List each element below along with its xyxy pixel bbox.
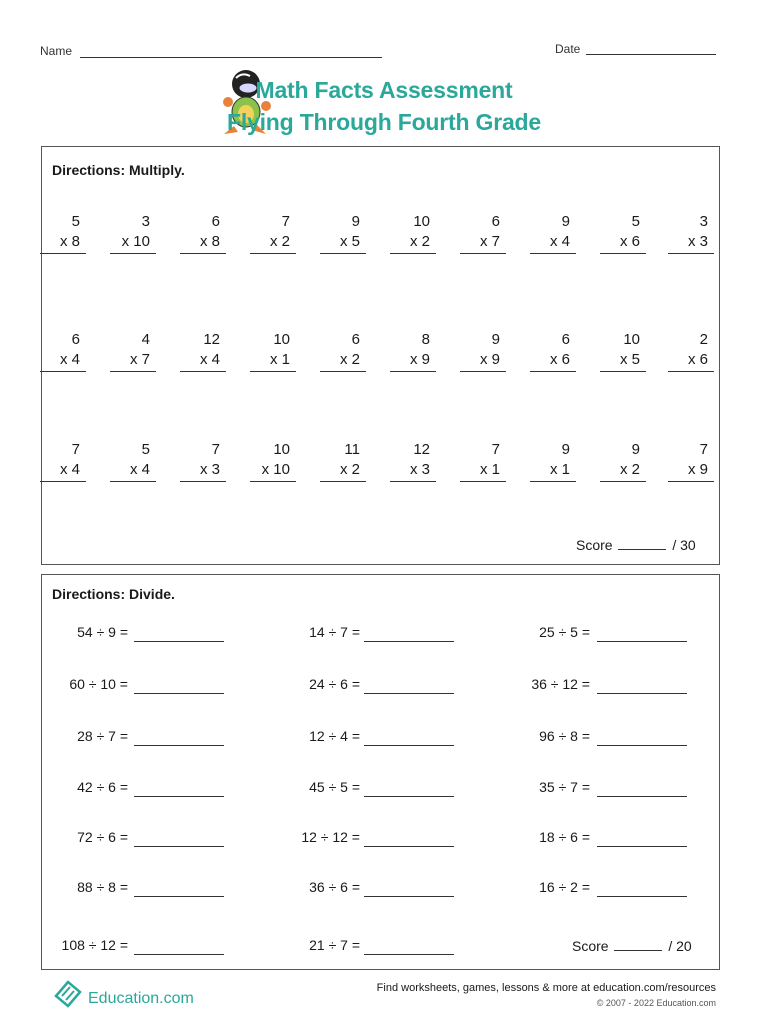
division-problem: 36 ÷ 6 =	[309, 879, 360, 895]
answer-line[interactable]	[250, 253, 296, 254]
division-problem: 28 ÷ 7 =	[77, 728, 128, 744]
multiplicand: 5	[631, 213, 640, 230]
multiplicand: 5	[71, 213, 80, 230]
answer-line[interactable]	[390, 481, 436, 482]
answer-line[interactable]	[134, 745, 224, 746]
answer-line[interactable]	[364, 896, 454, 897]
division-problem: 25 ÷ 5 =	[539, 624, 590, 640]
answer-line[interactable]	[320, 481, 366, 482]
division-problem: 54 ÷ 9 =	[77, 624, 128, 640]
title-line-1: Math Facts Assessment	[255, 77, 513, 103]
footer-brand[interactable]: Education.com	[88, 990, 194, 1007]
multiplicand: 9	[631, 441, 640, 458]
answer-line[interactable]	[600, 481, 646, 482]
multiplier: x 8	[59, 233, 80, 250]
multiplier: x 2	[269, 233, 290, 250]
answer-line[interactable]	[597, 693, 687, 694]
multiplicand: 6	[491, 213, 500, 230]
multiplier: x 9	[687, 461, 708, 478]
division-problem: 60 ÷ 10 =	[69, 676, 128, 692]
answer-line[interactable]	[40, 371, 86, 372]
multiplier: x 9	[409, 351, 430, 368]
footer-copyright: © 2007 - 2022 Education.com	[596, 998, 716, 1008]
answer-line[interactable]	[110, 371, 156, 372]
multiplicand: 10	[273, 331, 290, 348]
multiplier: x 10	[121, 233, 150, 250]
multiplicand: 12	[203, 331, 220, 348]
answer-line[interactable]	[364, 846, 454, 847]
multiplier: x 4	[59, 351, 80, 368]
multiplier: x 1	[549, 461, 570, 478]
multiplier: x 2	[339, 351, 360, 368]
answer-line[interactable]	[600, 371, 646, 372]
answer-line[interactable]	[250, 371, 296, 372]
answer-line[interactable]	[364, 796, 454, 797]
multiplier: x 8	[199, 233, 220, 250]
multiplicand: 10	[413, 213, 430, 230]
multiplicand: 8	[421, 331, 430, 348]
answer-line[interactable]	[364, 693, 454, 694]
division-problem: 12 ÷ 4 =	[309, 728, 360, 744]
divide-score	[572, 938, 692, 954]
multiplicand: 6	[211, 213, 220, 230]
answer-line[interactable]	[134, 896, 224, 897]
answer-line[interactable]	[134, 846, 224, 847]
answer-line[interactable]	[110, 481, 156, 482]
multiplicand: 7	[281, 213, 290, 230]
division-problem: 88 ÷ 8 =	[77, 879, 128, 895]
answer-line[interactable]	[530, 371, 576, 372]
multiplicand: 3	[699, 213, 708, 230]
answer-line[interactable]	[597, 796, 687, 797]
multiplicand: 9	[561, 213, 570, 230]
answer-line[interactable]	[668, 371, 714, 372]
name-label: Name	[40, 44, 73, 58]
multiplier: x 1	[479, 461, 500, 478]
multiplier: x 4	[199, 351, 220, 368]
multiplicand: 6	[71, 331, 80, 348]
division-problem: 16 ÷ 2 =	[539, 879, 590, 895]
multiplicand: 3	[141, 213, 150, 230]
answer-line[interactable]	[180, 481, 226, 482]
division-problem: 35 ÷ 7 =	[539, 779, 590, 795]
answer-line[interactable]	[250, 481, 296, 482]
answer-line[interactable]	[134, 954, 224, 955]
multiplier: x 4	[129, 461, 150, 478]
answer-line[interactable]	[390, 253, 436, 254]
answer-line[interactable]	[320, 253, 366, 254]
multiplicand: 12	[413, 441, 430, 458]
answer-line[interactable]	[40, 481, 86, 482]
division-problem: 21 ÷ 7 =	[309, 937, 360, 953]
answer-line[interactable]	[597, 896, 687, 897]
multiply-score-blank[interactable]	[618, 549, 666, 550]
multiplier: x 3	[687, 233, 708, 250]
divide-directions: Directions: Divide.	[52, 586, 175, 602]
divide-score-total: / 20	[668, 938, 692, 954]
answer-line[interactable]	[460, 253, 506, 254]
multiplier: x 10	[261, 461, 290, 478]
answer-line[interactable]	[460, 371, 506, 372]
answer-line[interactable]	[134, 641, 224, 642]
multiplicand: 10	[273, 441, 290, 458]
divide-score-blank[interactable]	[614, 950, 662, 951]
divide-section	[41, 574, 720, 970]
multiplicand: 10	[623, 331, 640, 348]
answer-line[interactable]	[668, 481, 714, 482]
division-problem: 42 ÷ 6 =	[77, 779, 128, 795]
multiplier: x 6	[549, 351, 570, 368]
multiplier: x 1	[269, 351, 290, 368]
multiplier: x 2	[619, 461, 640, 478]
multiply-score-label: Score	[576, 537, 613, 553]
multiplier: x 2	[339, 461, 360, 478]
division-problem: 96 ÷ 8 =	[539, 728, 590, 744]
title-line-2: Flying Through Fourth Grade	[226, 109, 542, 135]
multiplicand: 7	[71, 441, 80, 458]
division-problem: 72 ÷ 6 =	[77, 829, 128, 845]
multiplier: x 4	[549, 233, 570, 250]
multiplicand: 7	[699, 441, 708, 458]
division-problem: 45 ÷ 5 =	[309, 779, 360, 795]
multiplicand: 7	[211, 441, 220, 458]
multiply-directions: Directions: Multiply.	[52, 162, 185, 178]
answer-line[interactable]	[597, 641, 687, 642]
multiplier: x 9	[479, 351, 500, 368]
answer-line[interactable]	[364, 954, 454, 955]
division-problem: 18 ÷ 6 =	[539, 829, 590, 845]
divide-score-label: Score	[572, 938, 609, 954]
answer-line[interactable]	[600, 253, 646, 254]
footer-tagline[interactable]: Find worksheets, games, lessons & more at education.com/resources	[376, 982, 716, 994]
answer-line[interactable]	[597, 846, 687, 847]
multiplicand: 9	[561, 441, 570, 458]
multiply-score	[576, 537, 696, 553]
multiplier: x 6	[619, 233, 640, 250]
answer-line[interactable]	[364, 641, 454, 642]
multiplier: x 5	[619, 351, 640, 368]
multiplier: x 4	[59, 461, 80, 478]
answer-line[interactable]	[530, 481, 576, 482]
answer-line[interactable]	[597, 745, 687, 746]
answer-line[interactable]	[40, 253, 86, 254]
multiplicand: 11	[344, 441, 360, 458]
answer-line[interactable]	[134, 796, 224, 797]
multiplier: x 2	[409, 233, 430, 250]
multiplicand: 7	[491, 441, 500, 458]
multiplicand: 2	[699, 331, 708, 348]
multiplicand: 9	[351, 213, 360, 230]
division-problem: 108 ÷ 12 =	[61, 937, 128, 953]
division-problem: 14 ÷ 7 =	[309, 624, 360, 640]
multiplicand: 6	[561, 331, 570, 348]
division-problem: 24 ÷ 6 =	[309, 676, 360, 692]
answer-line[interactable]	[530, 253, 576, 254]
answer-line[interactable]	[180, 253, 226, 254]
answer-line[interactable]	[180, 371, 226, 372]
multiplier: x 3	[409, 461, 430, 478]
multiplicand: 9	[491, 331, 500, 348]
date-label: Date	[555, 42, 581, 56]
division-problem: 36 ÷ 12 =	[531, 676, 590, 692]
multiplier: x 7	[129, 351, 150, 368]
answer-line[interactable]	[134, 693, 224, 694]
multiply-score-total: / 30	[672, 537, 696, 553]
answer-line[interactable]	[460, 481, 506, 482]
multiplicand: 6	[351, 331, 360, 348]
multiplier: x 5	[339, 233, 360, 250]
answer-line[interactable]	[390, 371, 436, 372]
multiplier: x 3	[199, 461, 220, 478]
date-field[interactable]	[586, 54, 716, 55]
multiplicand: 4	[141, 331, 150, 348]
answer-line[interactable]	[364, 745, 454, 746]
answer-line[interactable]	[668, 253, 714, 254]
education-logo-icon[interactable]	[52, 976, 86, 1015]
answer-line[interactable]	[320, 371, 366, 372]
multiplier: x 7	[479, 233, 500, 250]
multiplier: x 6	[687, 351, 708, 368]
multiplicand: 5	[141, 441, 150, 458]
answer-line[interactable]	[110, 253, 156, 254]
name-field[interactable]	[80, 57, 382, 58]
division-problem: 12 ÷ 12 =	[301, 829, 360, 845]
